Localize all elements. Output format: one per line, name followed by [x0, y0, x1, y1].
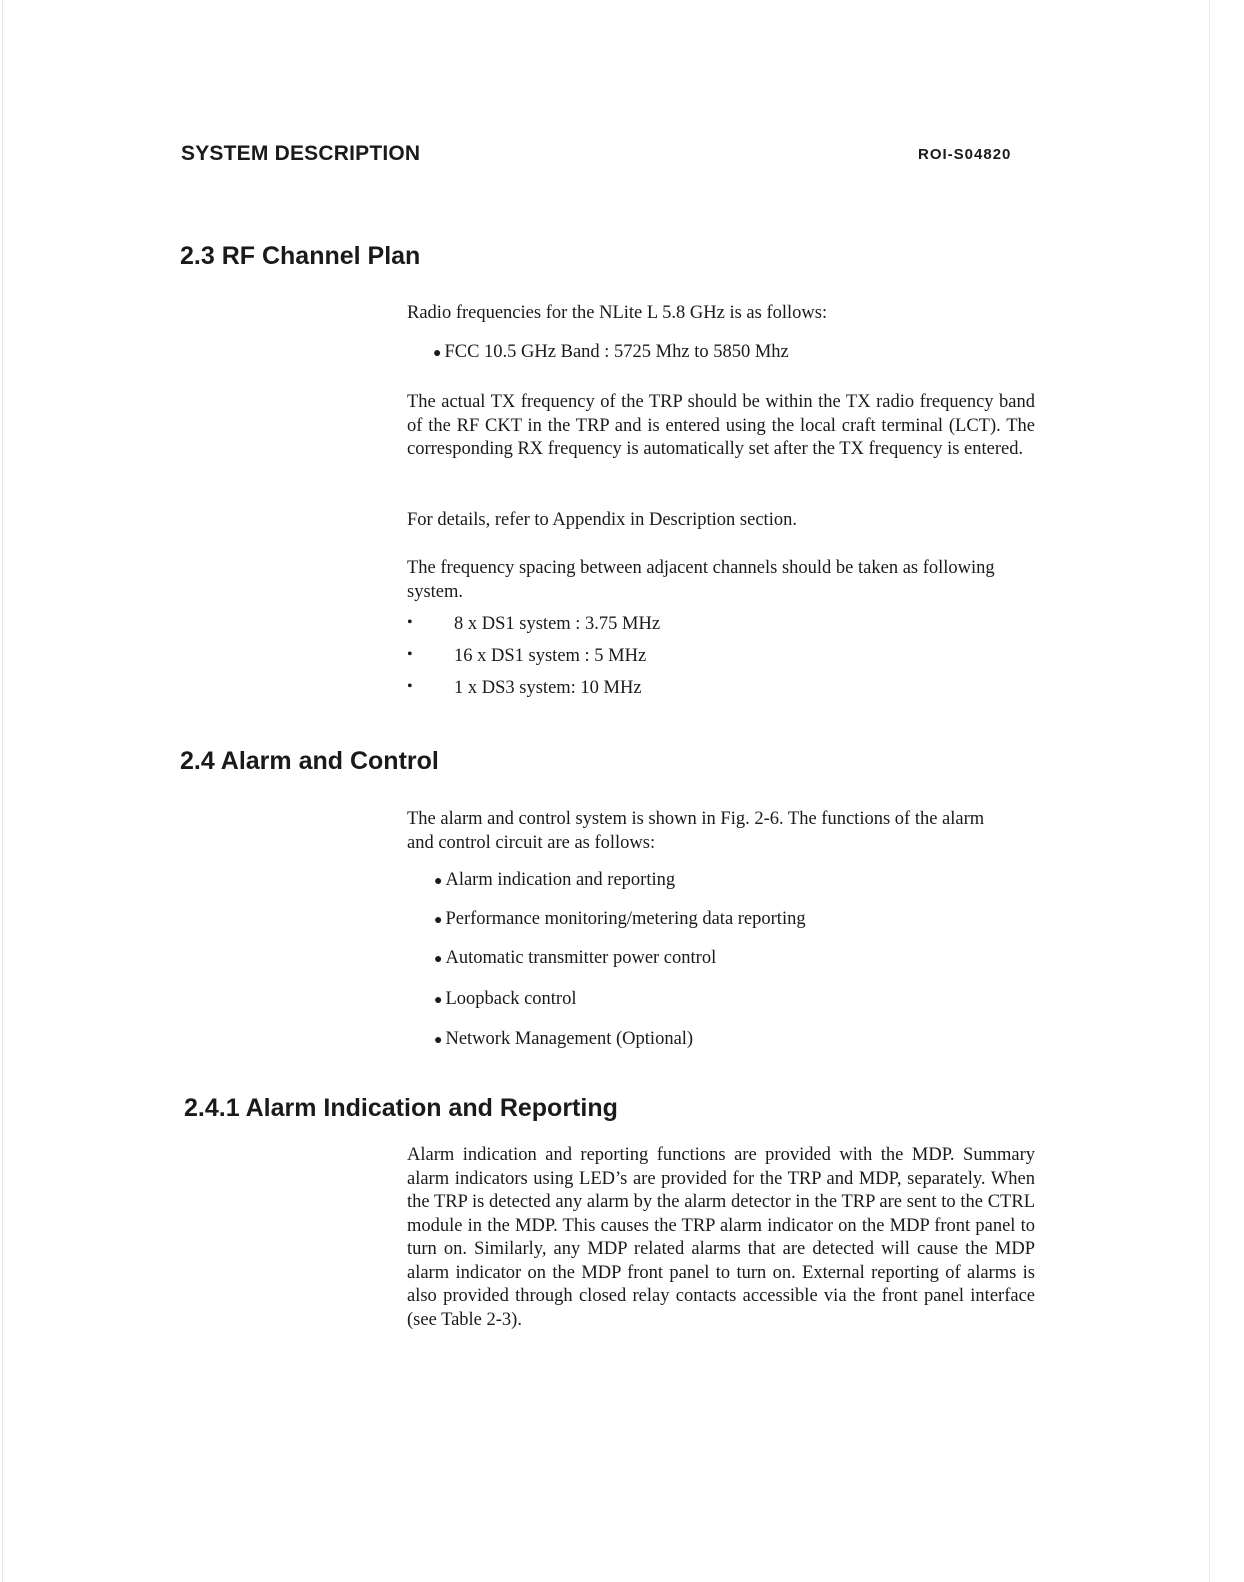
alarm-indication-paragraph: Alarm indication and reporting functions are provided with the MDP. Summary alarm indicators using LED’s are provided for the TRP and MDP, separately. When the TRP is detected any alarm by the alarm detector in the TRP are sent to the CTRL module in the MDP. This causes the TRP alarm indicator on the MDP front panel to turn on. Similarly, any MDP related alarms that are detected will cause the MDP alarm indicator on the MDP front panel to turn on. External reporting of alarms is also provided through closed relay contacts accessible via the front panel interface (see Table 2-3). [407, 1145, 1035, 1330]
function-item-text: Alarm indication and reporting [445, 870, 676, 890]
list-item [434, 870, 675, 891]
function-item-text: Network Management (Optional) [445, 1029, 694, 1049]
bullet-icon: ● [434, 913, 443, 928]
alarm-control-intro-paragraph: The alarm and control system is shown in Fig. 2-6. The functions of the alarm and control circuit are as follows: [407, 809, 985, 853]
bullet-icon: ● [434, 993, 443, 1008]
bullet-icon: ● [434, 1033, 443, 1048]
tx-frequency-paragraph: The actual TX frequency of the TRP should be within the TX radio frequency band of the RF CKT in the TRP and is entered using the local craft terminal (LCT). The corresponding RX frequency is automatically set after the TX frequency is entered. [407, 392, 1035, 459]
page-header-title: SYSTEM DESCRIPTION [181, 142, 421, 165]
function-item-text: Performance monitoring/metering data reporting [445, 909, 806, 929]
band-item-text: FCC 10.5 GHz Band : 5725 Mhz to 5850 Mhz [444, 342, 789, 362]
spacing-item-text: 16 x DS1 system : 5 MHz [454, 646, 647, 666]
details-paragraph: For details, refer to Appendix in Description section. [407, 510, 797, 530]
spacing-item-text: 1 x DS3 system: 10 MHz [454, 678, 642, 698]
spacing-paragraph: The frequency spacing between adjacent channels should be taken as following system. [407, 558, 995, 602]
document-code: ROI-S04820 [918, 146, 1012, 163]
heading-alarm-and-control: 2.4 Alarm and Control [180, 747, 439, 775]
function-item-text: Automatic transmitter power control [445, 948, 717, 968]
function-item-text: Loopback control [445, 989, 577, 1009]
list-item [433, 342, 789, 363]
spacing-item-text: 8 x DS1 system : 3.75 MHz [454, 614, 661, 634]
left-margin-scan-mark [2, 0, 3, 1582]
bullet-icon: ● [434, 952, 443, 967]
heading-alarm-indication-and-reporting: 2.4.1 Alarm Indication and Reporting [184, 1094, 618, 1122]
heading-rf-channel-plan: 2.3 RF Channel Plan [180, 242, 421, 270]
bullet-icon: ● [433, 346, 442, 361]
bullet-icon: • [407, 678, 413, 695]
right-margin-scan-mark [1209, 0, 1210, 1582]
bullet-icon: ● [434, 874, 443, 889]
list-item [434, 948, 716, 969]
list-item [434, 989, 576, 1010]
bullet-icon: • [407, 614, 413, 631]
bullet-icon: • [407, 646, 413, 663]
list-item [434, 909, 806, 930]
list-item [434, 1029, 693, 1050]
rf-intro-paragraph: Radio frequencies for the NLite L 5.8 GHz is as follows: [407, 303, 828, 323]
